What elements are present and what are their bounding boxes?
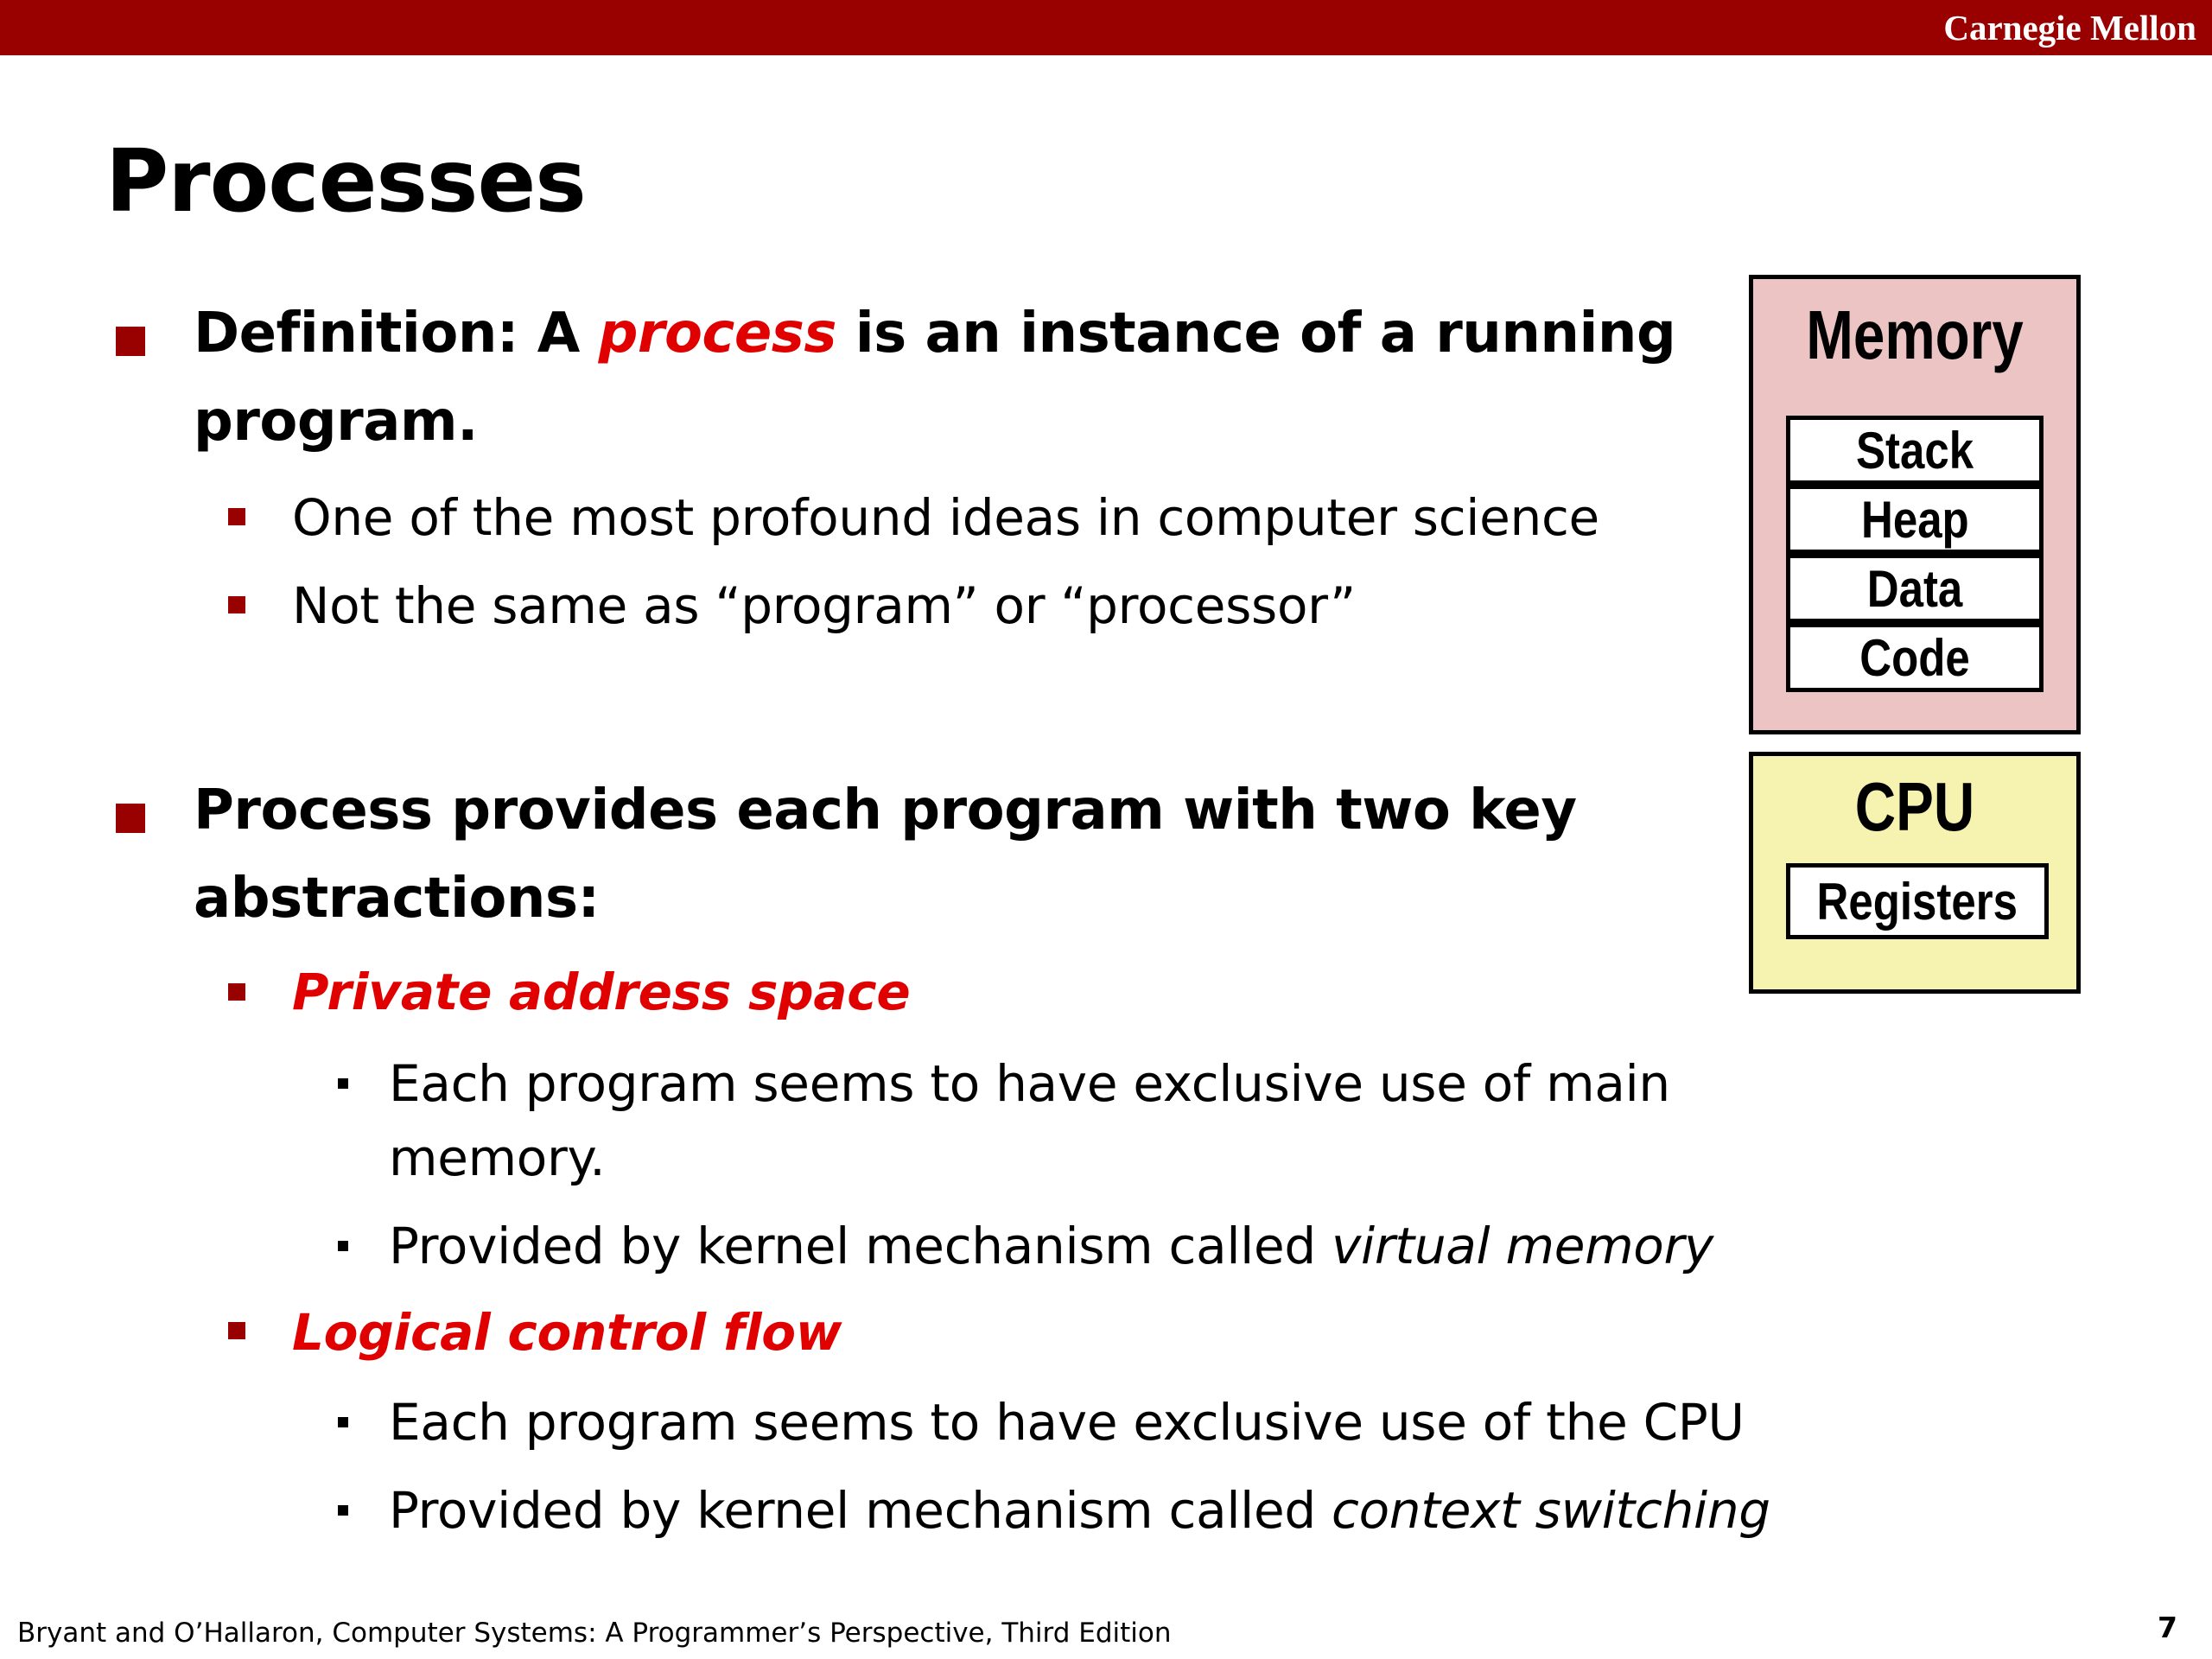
text-segment: Provided by kernel mechanism called: [389, 1481, 1332, 1540]
sub-bullet-marker: [228, 508, 245, 525]
bullet-1-line-1: [194, 299, 1675, 368]
cell-label: Data: [1866, 560, 1963, 618]
sub-sub-bullet-text: [389, 1215, 1713, 1277]
text-segment: Definition: A: [194, 302, 599, 365]
emphasis-term: process: [598, 302, 836, 365]
footer-citation: Bryant and O’Hallaron, Computer Systems: A Programmer’s Perspective, Third Edition: [17, 1618, 1172, 1649]
cell-label: Heap: [1860, 491, 1969, 549]
text-segment: Provided by kernel mechanism called: [389, 1217, 1332, 1275]
sub-bullet-marker: [228, 596, 245, 613]
memory-cell-heap: [1786, 485, 2044, 554]
sub-sub-bullet-text: [389, 1479, 1770, 1541]
emphasis-term: virtual memory: [1332, 1217, 1714, 1275]
cpu-title: CPU: [1854, 768, 1975, 845]
sub-bullet-marker: [228, 983, 245, 1001]
sub-sub-bullet-marker: [338, 1505, 348, 1516]
slide-title: Processes: [105, 130, 586, 232]
sub-sub-bullet-text: Each program seems to have exclusive use of the CPU: [389, 1393, 1745, 1452]
sub-bullet-text: Not the same as “program” or “processor”: [292, 576, 1356, 635]
sub-bullet-marker: [228, 1322, 245, 1339]
bullet-marker: [116, 327, 145, 356]
sub-sub-bullet-marker: [338, 1417, 348, 1427]
bullet-2-line-2: abstractions:: [194, 867, 600, 931]
cell-label: Code: [1859, 629, 1970, 687]
cpu-box: [1749, 752, 2081, 994]
sub-sub-bullet-marker: [338, 1241, 348, 1251]
cell-label: Stack: [1855, 422, 1974, 480]
sub-sub-bullet-marker: [338, 1078, 348, 1089]
memory-title: Memory: [1806, 296, 2024, 373]
memory-cell-code: [1786, 623, 2044, 692]
cpu-cell-registers: [1786, 863, 2049, 939]
sub-sub-bullet-text-continued: memory.: [389, 1128, 606, 1187]
page-number: 7: [2158, 1611, 2177, 1644]
cell-label: Registers: [1816, 873, 2018, 931]
bullet-2-line-1: Process provides each program with two key: [194, 779, 1577, 842]
emphasis-term: context switching: [1332, 1481, 1770, 1540]
sub-heading-private-address-space: Private address space: [292, 963, 911, 1021]
text-segment: is an instance of a running: [836, 302, 1676, 365]
sub-bullet-text: One of the most profound ideas in computer science: [292, 488, 1599, 547]
memory-cell-stack: [1786, 416, 2044, 485]
memory-cell-data: [1786, 554, 2044, 623]
bullet-1-line-2: program.: [194, 390, 478, 454]
sub-sub-bullet-text: Each program seems to have exclusive use of main: [389, 1054, 1670, 1113]
memory-box: [1749, 275, 2081, 734]
sub-heading-logical-control-flow: Logical control flow: [292, 1303, 842, 1362]
brand-label: Carnegie Mellon: [1943, 8, 2196, 48]
bullet-marker: [116, 804, 145, 833]
